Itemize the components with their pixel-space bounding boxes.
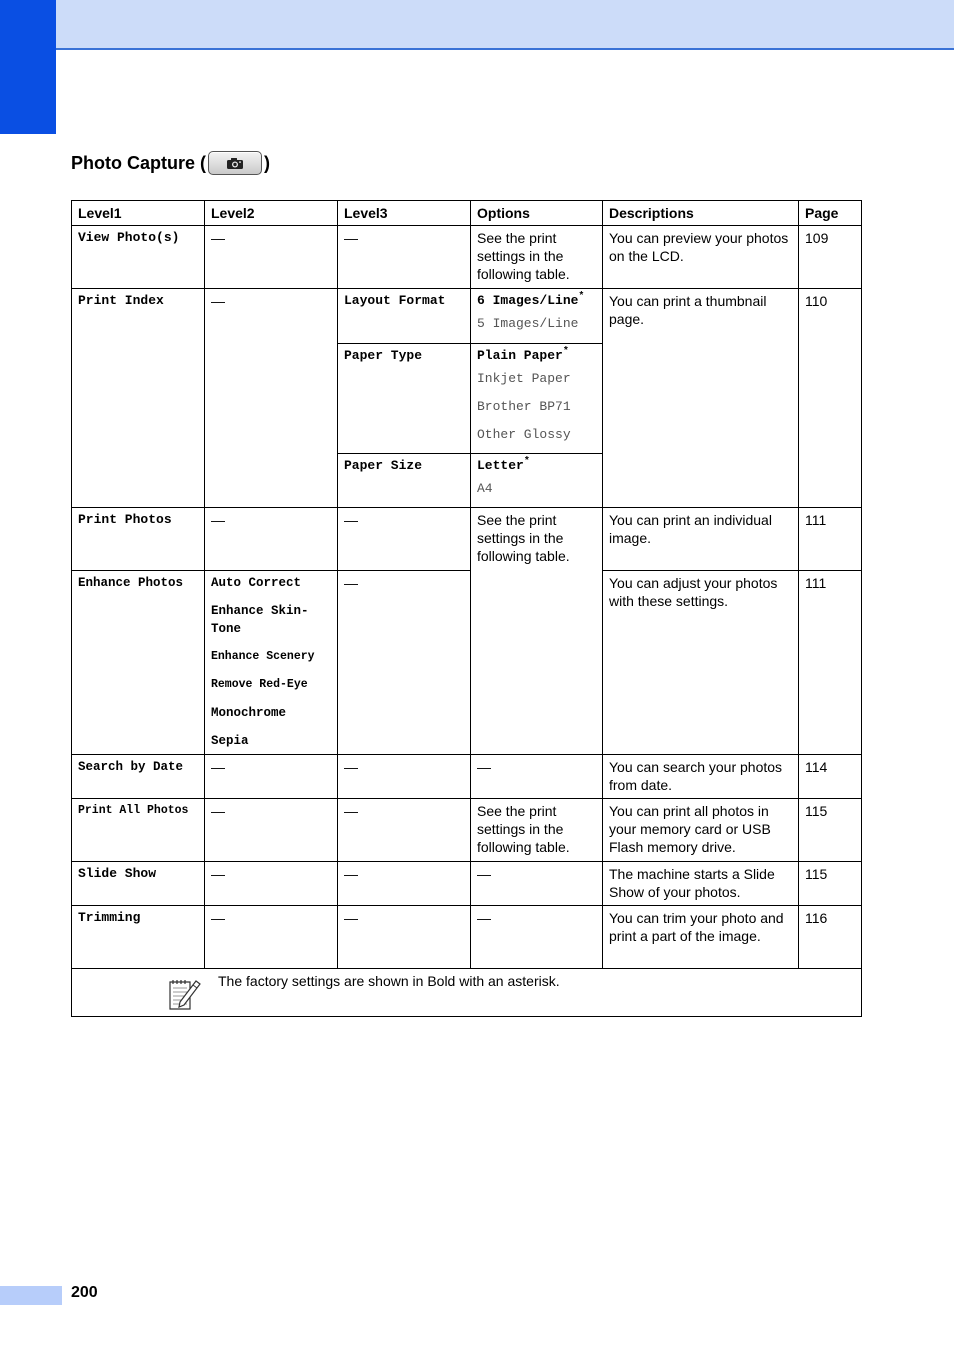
level2-cell: — (205, 906, 338, 969)
header-descriptions: Descriptions (603, 201, 799, 226)
options-cell (471, 289, 603, 344)
level1-cell: Enhance Photos (72, 571, 205, 755)
level2-cell: — (205, 226, 338, 289)
level2-cell: — (205, 755, 338, 799)
photo-capture-button (208, 151, 262, 175)
level3-cell: — (338, 755, 471, 799)
option-label: Letter (477, 458, 524, 473)
options-cell: See the print settings in the following table. (471, 508, 603, 755)
level2-item: Sepia (211, 734, 249, 748)
level2-item: Enhance Scenery (211, 650, 315, 663)
description-cell: The machine starts a Slide Show of your photos. (603, 862, 799, 906)
level3-cell: — (338, 226, 471, 289)
level3-cell: — (338, 862, 471, 906)
options-cell (471, 344, 603, 454)
page-cell: 110 (799, 289, 862, 508)
page-cell: 115 (799, 799, 862, 862)
note-row (72, 969, 862, 1017)
level2-cell: — (205, 508, 338, 571)
option-item: Brother BP71 (477, 399, 571, 414)
table-row (72, 862, 862, 906)
chapter-tab (0, 0, 56, 134)
level3-cell: — (338, 906, 471, 969)
options-cell: See the print settings in the following table. (471, 226, 603, 289)
description-cell: You can adjust your photos with these settings. (603, 571, 799, 755)
option-selected (477, 457, 596, 475)
table-row (72, 289, 862, 344)
level2-cell (205, 571, 338, 755)
level1-cell: Print Photos (72, 508, 205, 571)
description-cell: You can preview your photos on the LCD. (603, 226, 799, 289)
camera-icon (226, 157, 244, 170)
table-row (72, 571, 862, 755)
header-level2: Level2 (205, 201, 338, 226)
asterisk: * (523, 456, 530, 468)
level1-cell: View Photo(s) (72, 226, 205, 289)
header-band (56, 0, 954, 50)
level2-cell: — (205, 799, 338, 862)
options-cell (471, 454, 603, 508)
option-selected (477, 292, 596, 310)
page-number: 200 (71, 1284, 98, 1301)
level2-item: Monochrome (211, 706, 287, 720)
option-label: 6 Images/Line (477, 293, 579, 308)
level2-item: Enhance Skin-Tone (211, 604, 309, 636)
table-row (72, 508, 862, 571)
note-text: The factory settings are shown in Bold with an asterisk. (218, 973, 560, 989)
table-row (72, 226, 862, 289)
note-cell (72, 969, 862, 1017)
header-page: Page (799, 201, 862, 226)
level1-cell: Trimming (72, 906, 205, 969)
level3-cell: — (338, 571, 471, 755)
level3-cell: — (338, 799, 471, 862)
level3-cell: — (338, 508, 471, 571)
page-cell: 115 (799, 862, 862, 906)
page-number-bar (0, 1286, 62, 1305)
page-cell: 114 (799, 755, 862, 799)
section-title-prefix: Photo Capture ( (71, 152, 206, 173)
table-row (72, 755, 862, 799)
description-cell: You can print all photos in your memory card or USB Flash memory drive. (603, 799, 799, 862)
options-cell: — (471, 862, 603, 906)
note (78, 972, 855, 1012)
level2-cell: — (205, 862, 338, 906)
level1-cell: Print All Photos (72, 799, 205, 862)
page-cell: 111 (799, 571, 862, 755)
level2-item: Remove Red-Eye (211, 678, 308, 691)
note-pencil-icon (166, 976, 202, 1012)
header-level1: Level1 (72, 201, 205, 226)
level1-cell: Print Index (72, 289, 205, 508)
section-title-suffix: ) (264, 152, 270, 173)
header-options: Options (471, 201, 603, 226)
level3-cell: Paper Type (338, 344, 471, 454)
description-cell: You can search your photos from date. (603, 755, 799, 799)
photo-capture-table (71, 200, 862, 1017)
options-cell: — (471, 906, 603, 969)
page-cell: 116 (799, 906, 862, 969)
page-cell: 109 (799, 226, 862, 289)
asterisk: * (562, 346, 569, 358)
level1-cell: Search by Date (72, 755, 205, 799)
option-item: Other Glossy (477, 427, 571, 442)
level2-cell: — (205, 289, 338, 508)
option-item: 5 Images/Line (477, 316, 579, 331)
section-title (71, 150, 270, 176)
table-header-row (72, 201, 862, 226)
option-item: Inkjet Paper (477, 371, 571, 386)
level3-cell: Layout Format (338, 289, 471, 344)
header-level3: Level3 (338, 201, 471, 226)
level3-cell: Paper Size (338, 454, 471, 508)
options-cell: See the print settings in the following table. (471, 799, 603, 862)
options-cell: — (471, 755, 603, 799)
table-row (72, 799, 862, 862)
description-cell: You can print an individual image. (603, 508, 799, 571)
option-label: Plain Paper (477, 348, 563, 363)
level1-cell: Slide Show (72, 862, 205, 906)
option-item: A4 (477, 481, 493, 496)
description-cell: You can print a thumbnail page. (603, 289, 799, 508)
option-selected (477, 347, 596, 365)
level2-item: Auto Correct (211, 576, 302, 590)
page-cell: 111 (799, 508, 862, 571)
asterisk: * (578, 291, 585, 303)
description-cell: You can trim your photo and print a part of the image. (603, 906, 799, 969)
table-row (72, 906, 862, 969)
